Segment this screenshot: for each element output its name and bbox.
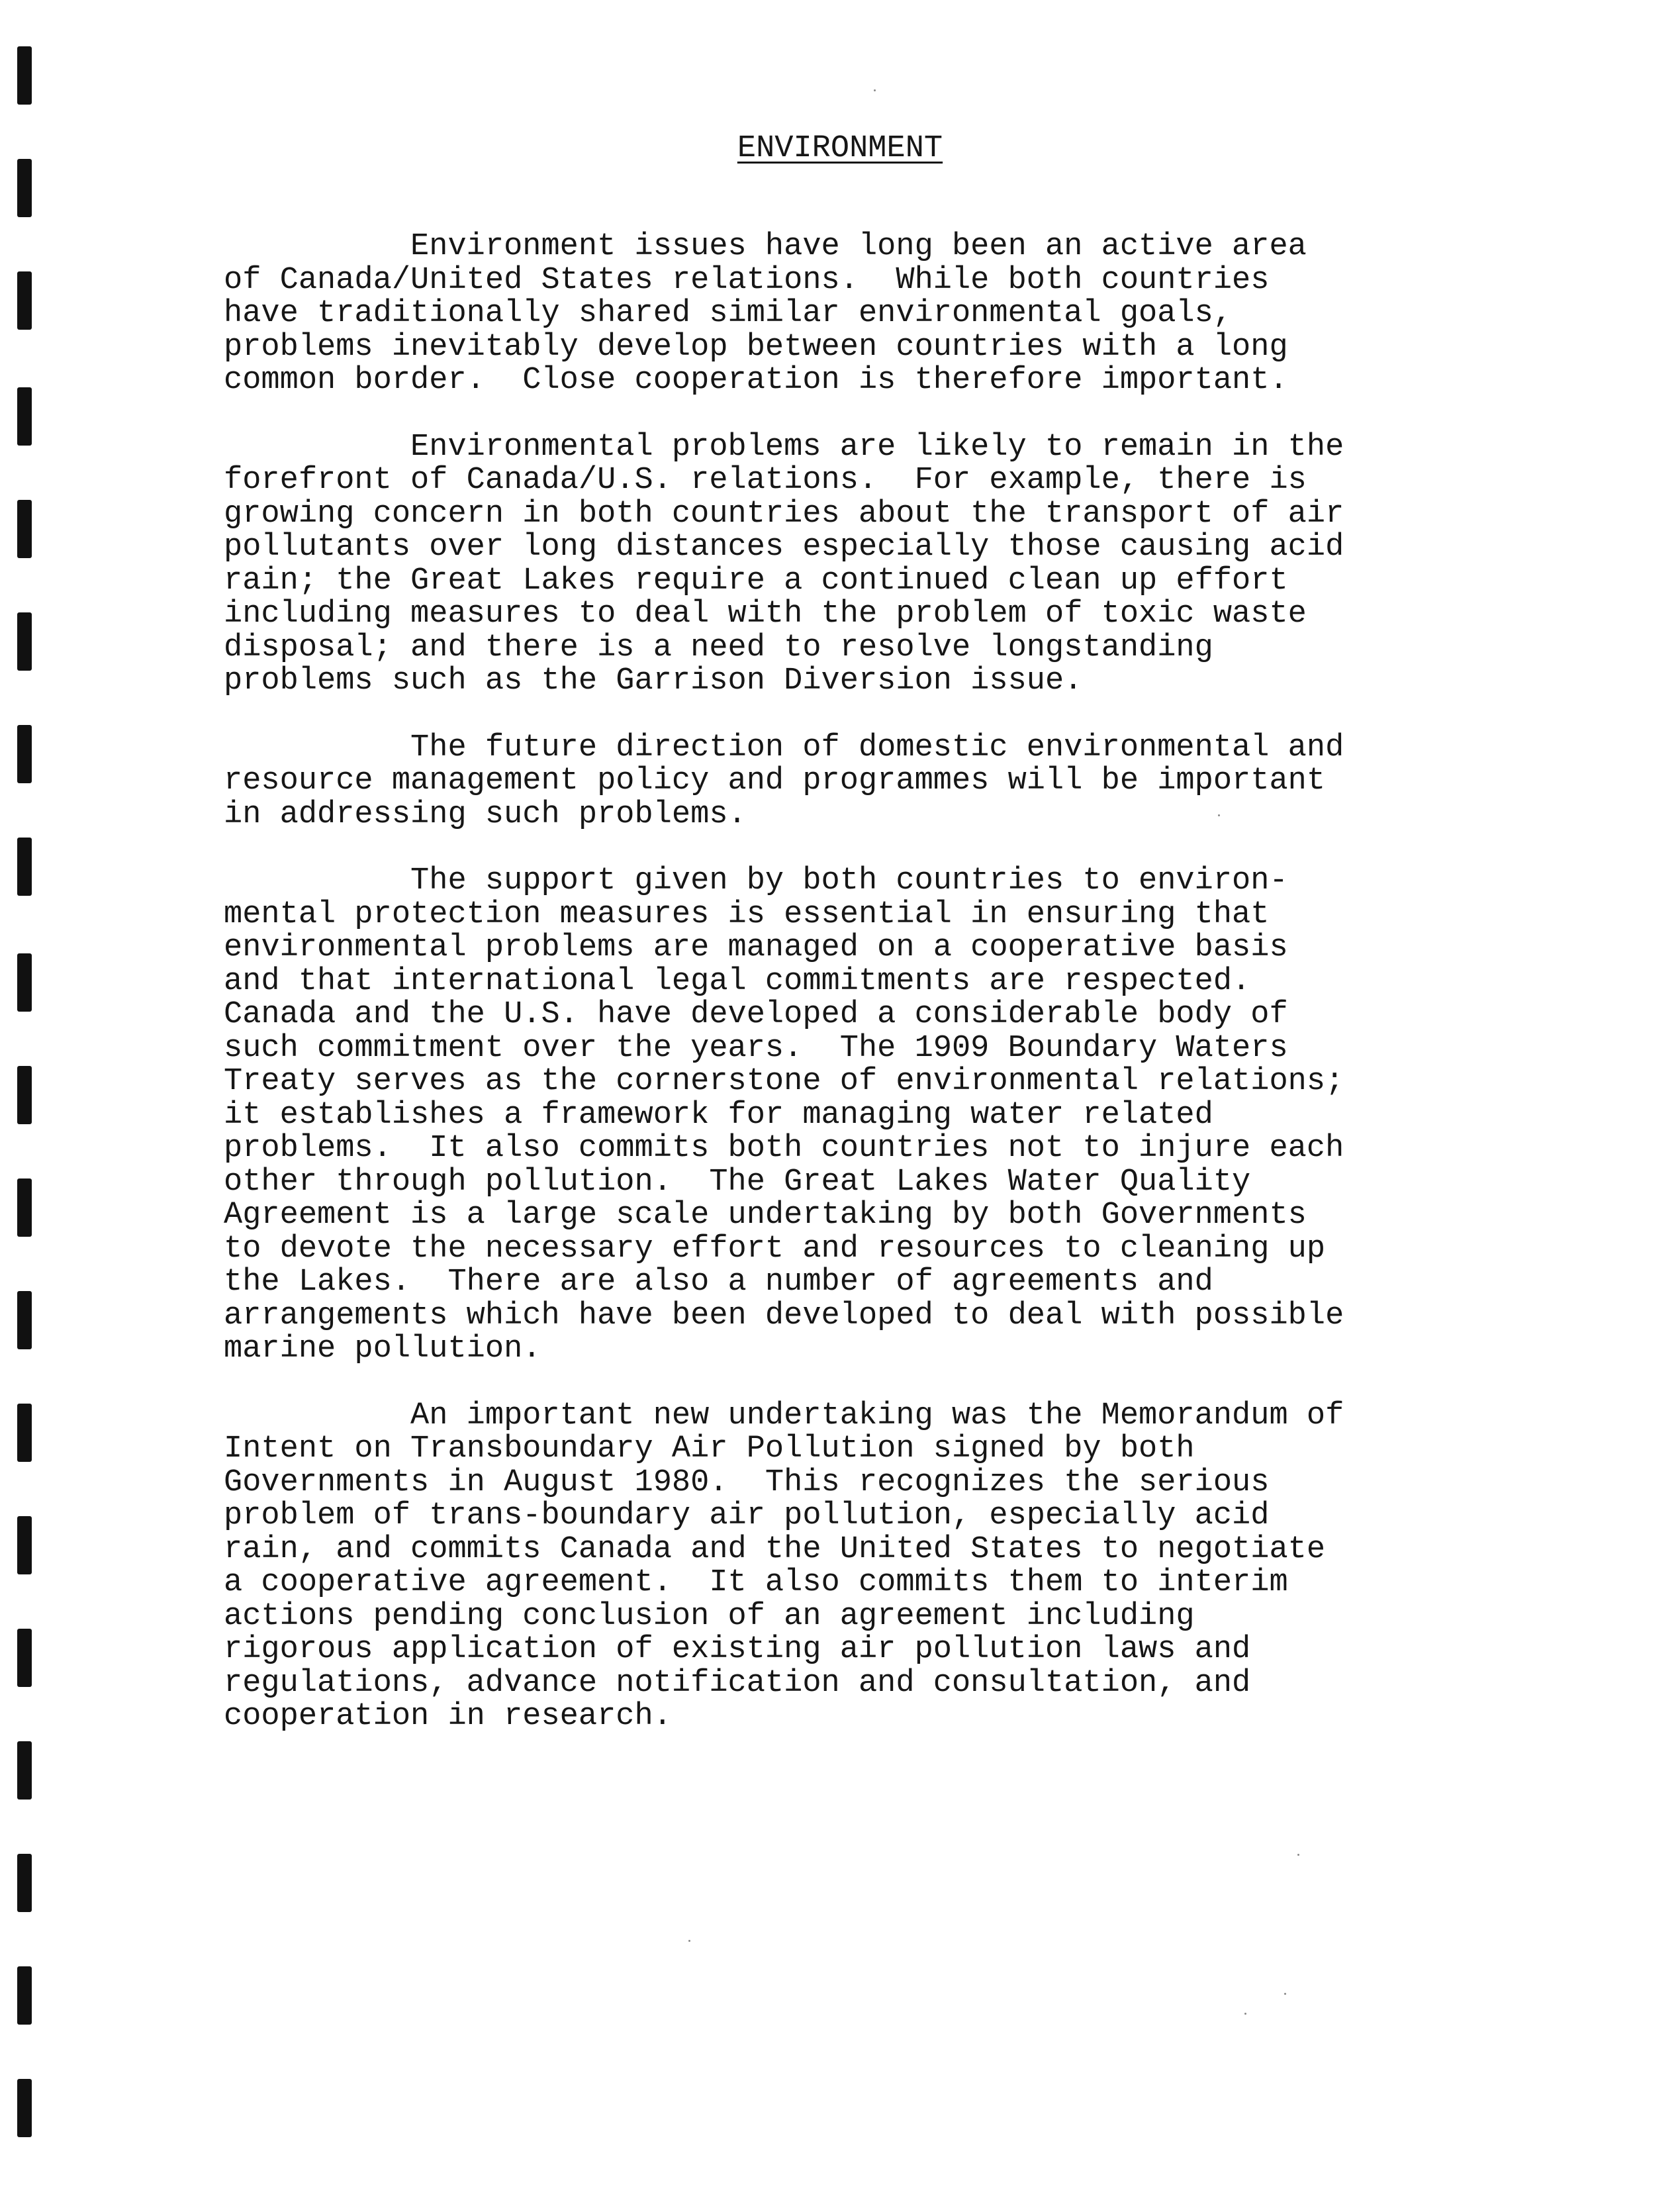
- text-line: problems such as the Garrison Diversion issue.: [224, 663, 1083, 698]
- text-line: in addressing such problems.: [224, 796, 747, 832]
- paragraph: [224, 230, 1409, 398]
- text-line: marine pollution.: [224, 1331, 541, 1367]
- binding-mark: [17, 1178, 32, 1237]
- scan-speck: [1297, 1854, 1299, 1856]
- text-line: problems inevitably develop between countries with a long: [224, 329, 1288, 365]
- text-line: cooperation in research.: [224, 1699, 672, 1734]
- binding-mark: [17, 2079, 32, 2137]
- paragraph: [224, 732, 1409, 832]
- text-line: rain; the Great Lakes require a continued clean up effort: [224, 563, 1288, 599]
- text-line: Treaty serves as the cornerstone of environmental relations;: [224, 1064, 1344, 1099]
- text-line: disposal; and there is a need to resolve longstanding: [224, 630, 1213, 665]
- text-line: The future direction of domestic environmental and: [224, 730, 1344, 765]
- scan-speck: [874, 89, 876, 91]
- binding-mark: [17, 1854, 32, 1912]
- text-line: Intent on Transboundary Air Pollution signed by both: [224, 1431, 1195, 1466]
- document-title-text: ENVIRONMENT: [737, 131, 943, 166]
- text-line: Governments in August 1980. This recognizes the serious: [224, 1465, 1270, 1500]
- binding-mark: [17, 725, 32, 783]
- binding-mark: [17, 1966, 32, 2025]
- paragraph: [224, 431, 1409, 698]
- text-line: a cooperative agreement. It also commits them to interim: [224, 1565, 1288, 1600]
- document-title: [0, 131, 1680, 166]
- binding-mark: [17, 1066, 32, 1124]
- text-line: such commitment over the years. The 1909 Boundary Waters: [224, 1030, 1288, 1066]
- paragraph: [224, 1400, 1409, 1734]
- text-line: regulations, advance notification and consultation, and: [224, 1665, 1251, 1701]
- binding-mark: [17, 500, 32, 558]
- text-line: mental protection measures is essential in ensuring that: [224, 896, 1270, 932]
- text-line: including measures to deal with the problem of toxic waste: [224, 597, 1307, 632]
- binding-mark: [17, 387, 32, 446]
- binding-mark: [17, 612, 32, 671]
- text-line: the Lakes. There are also a number of agreements and: [224, 1265, 1213, 1300]
- document-body: [224, 230, 1409, 1767]
- text-line: Environmental problems are likely to remain in the: [224, 429, 1344, 465]
- text-line: resource management policy and programmes will be important: [224, 763, 1326, 798]
- text-line: problem of trans-boundary air pollution, especially acid: [224, 1498, 1270, 1533]
- text-line: An important new undertaking was the Memorandum of: [224, 1398, 1344, 1433]
- text-line: growing concern in both countries about the transport of air: [224, 496, 1344, 532]
- text-line: of Canada/United States relations. While both countries: [224, 262, 1270, 298]
- text-line: and that international legal commitments are respected.: [224, 963, 1251, 999]
- scan-speck: [688, 1940, 690, 1942]
- text-line: problems. It also commits both countries not to injure each: [224, 1131, 1344, 1166]
- binding-mark: [17, 271, 32, 330]
- text-line: it establishes a framework for managing water related: [224, 1097, 1213, 1133]
- text-line: to devote the necessary effort and resources to cleaning up: [224, 1231, 1326, 1267]
- binding-mark: [17, 1516, 32, 1574]
- binding-mark: [17, 1741, 32, 1800]
- text-line: actions pending conclusion of an agreement including: [224, 1598, 1195, 1634]
- binding-mark: [17, 1291, 32, 1349]
- text-line: have traditionally shared similar environmental goals,: [224, 296, 1233, 331]
- text-line: Canada and the U.S. have developed a considerable body of: [224, 997, 1288, 1032]
- text-line: other through pollution. The Great Lakes Water Quality: [224, 1164, 1251, 1200]
- scan-speck: [1284, 1993, 1286, 1995]
- binding-mark: [17, 838, 32, 896]
- text-line: The support given by both countries to environ-: [224, 863, 1288, 898]
- binding-mark: [17, 1629, 32, 1687]
- text-line: rain, and commits Canada and the United States to negotiate: [224, 1531, 1326, 1567]
- scan-speck: [1244, 2013, 1246, 2015]
- binding-mark: [17, 1404, 32, 1462]
- text-line: forefront of Canada/U.S. relations. For example, there is: [224, 463, 1307, 498]
- text-line: rigorous application of existing air pollution laws and: [224, 1632, 1251, 1667]
- binding-mark: [17, 46, 32, 105]
- binding-mark: [17, 159, 32, 217]
- text-line: Agreement is a large scale undertaking by both Governments: [224, 1198, 1307, 1233]
- text-line: common border. Close cooperation is therefore important.: [224, 363, 1288, 398]
- text-line: environmental problems are managed on a cooperative basis: [224, 930, 1288, 965]
- text-line: pollutants over long distances especially those causing acid: [224, 530, 1344, 565]
- text-line: arrangements which have been developed to deal with possible: [224, 1298, 1344, 1333]
- text-line: Environment issues have long been an active area: [224, 229, 1307, 264]
- paragraph: [224, 865, 1409, 1367]
- binding-mark: [17, 953, 32, 1012]
